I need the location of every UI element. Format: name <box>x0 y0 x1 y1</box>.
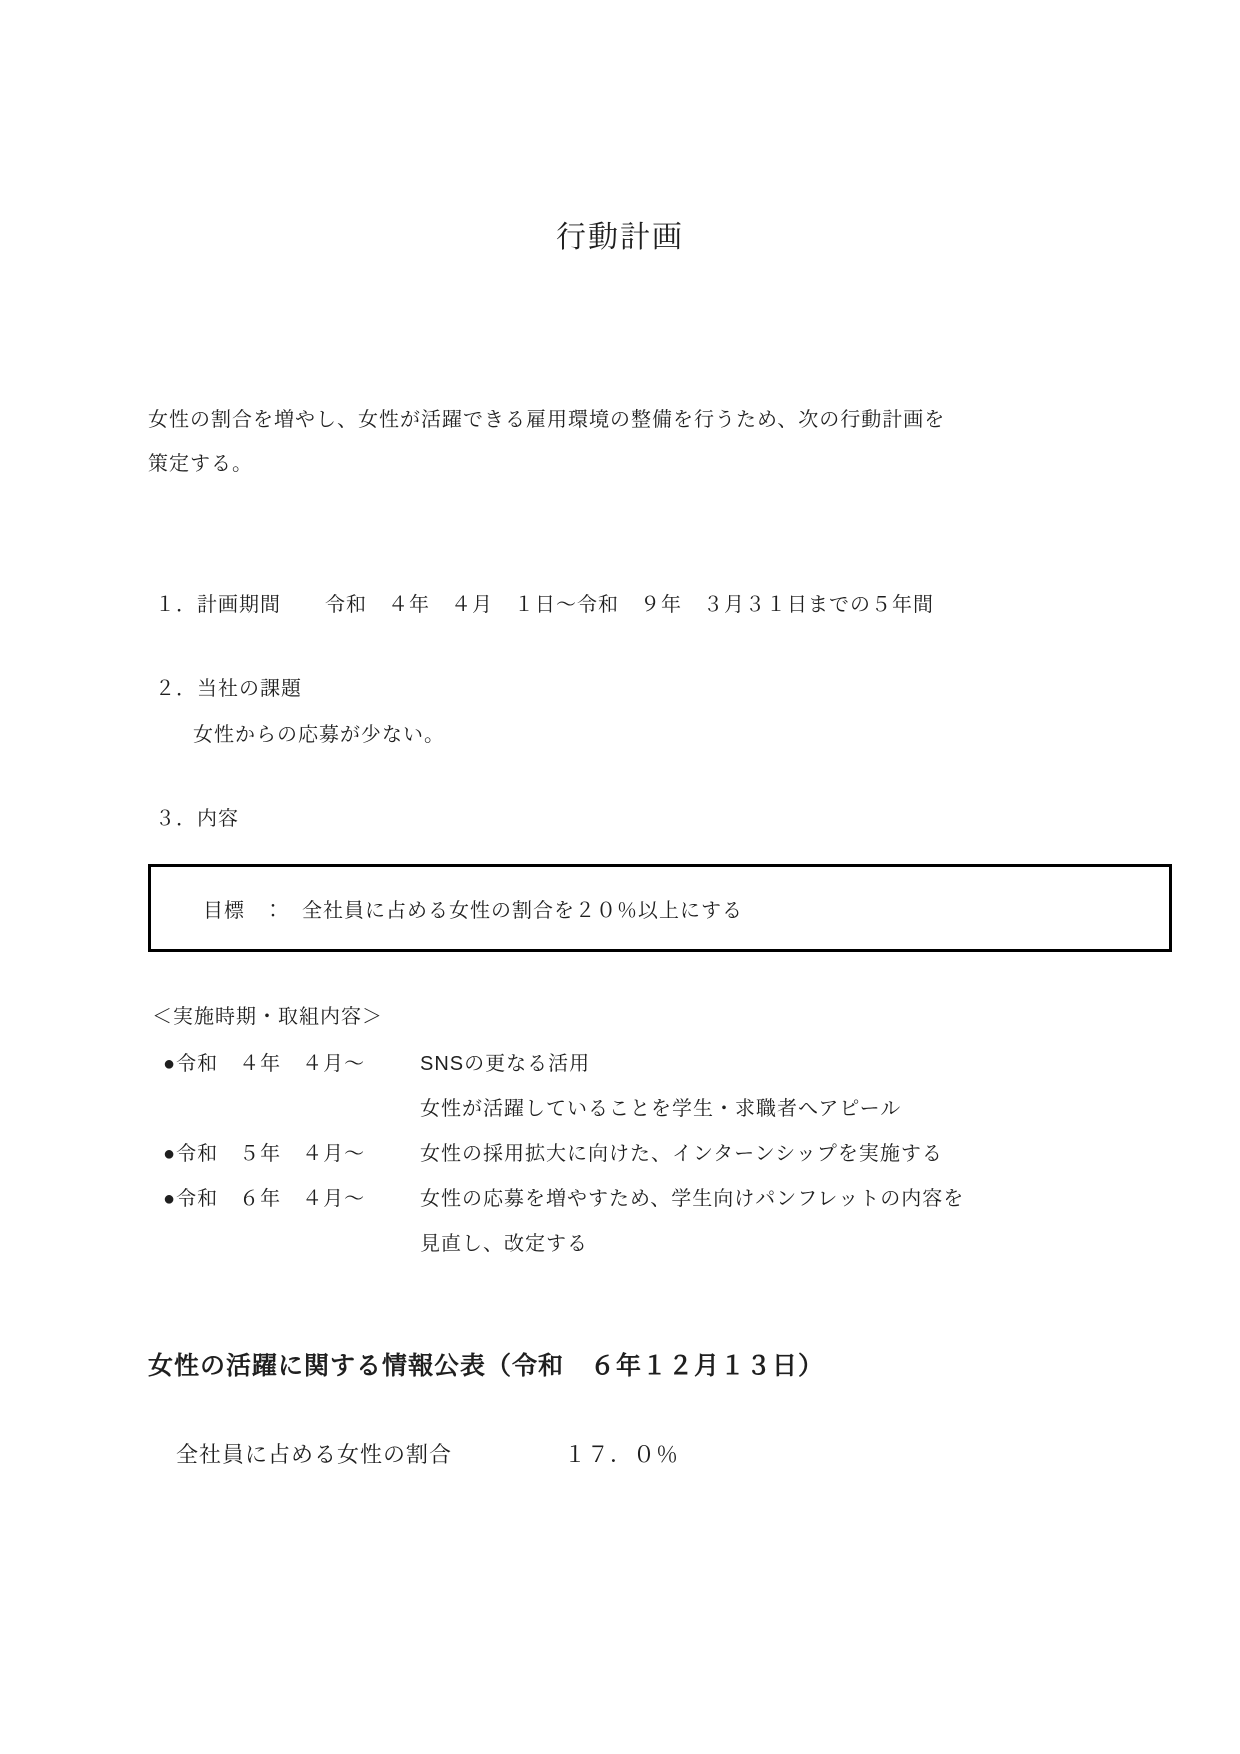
intro-paragraph <box>148 398 948 486</box>
disclosure-metric-value: １７．０％ <box>564 1442 680 1467</box>
schedule-item-description <box>420 1042 901 1132</box>
section-company-issues-heading: ２．当社の課題 <box>155 678 302 700</box>
page-title: 行動計画 <box>556 221 684 254</box>
schedule-item-description <box>420 1132 943 1177</box>
section-plan-period-heading: １．計画期間 <box>155 594 281 616</box>
bullet-icon: ● <box>163 1053 177 1075</box>
goal-line <box>203 894 743 923</box>
schedule-item-line: 女性が活躍していることを学生・求職者へアピール <box>420 1098 902 1120</box>
goal-box <box>148 864 1172 952</box>
schedule-item <box>163 1177 1123 1267</box>
schedule-item-period-text: 令和 ６年 ４月～ <box>176 1188 366 1210</box>
disclosure-heading: 女性の活躍に関する情報公表（令和 ６年１２月１３日） <box>148 1352 825 1380</box>
schedule-list <box>163 1042 1123 1267</box>
schedule-item-period <box>163 1042 420 1132</box>
goal-separator: ： <box>263 899 284 922</box>
disclosure-metric-label: 全社員に占める女性の割合 <box>176 1442 453 1467</box>
disclosure-metric <box>176 1438 679 1469</box>
intro-line-2: 策定する。 <box>148 453 253 475</box>
goal-label: 目標 <box>203 899 245 922</box>
schedule-item-line: 女性の採用拡大に向けた、インターンシップを実施する <box>420 1143 943 1165</box>
intro-line-1: 女性の割合を増やし、女性が活躍できる雇用環境の整備を行うため、次の行動計画を <box>148 409 946 431</box>
goal-text: 全社員に占める女性の割合を２０％以上にする <box>302 899 743 922</box>
schedule-item-line: 女性の応募を増やすため、学生向けパンフレットの内容を <box>420 1188 965 1210</box>
section-company-issues-body: 女性からの応募が少ない。 <box>193 724 445 746</box>
schedule-item <box>163 1042 1123 1132</box>
bullet-icon: ● <box>163 1143 177 1165</box>
schedule-item-period <box>163 1177 420 1267</box>
schedule-item-period <box>163 1132 420 1177</box>
bullet-icon: ● <box>163 1188 177 1210</box>
schedule-heading: ＜実施時期・取組内容＞ <box>152 1006 383 1028</box>
schedule-item-line: 見直し、改定する <box>420 1233 588 1255</box>
schedule-item <box>163 1132 1123 1177</box>
section-plan-period <box>155 588 934 617</box>
section-contents-heading: ３．内容 <box>155 808 239 830</box>
section-plan-period-body: 令和 ４年 ４月 １日～令和 ９年 ３月３１日までの５年間 <box>325 594 934 616</box>
schedule-item-description <box>420 1177 964 1267</box>
schedule-item-period-text: 令和 ５年 ４月～ <box>176 1143 366 1165</box>
schedule-item-line: SNSの更なる活用 <box>420 1053 591 1075</box>
schedule-item-period-text: 令和 ４年 ４月～ <box>176 1053 366 1075</box>
